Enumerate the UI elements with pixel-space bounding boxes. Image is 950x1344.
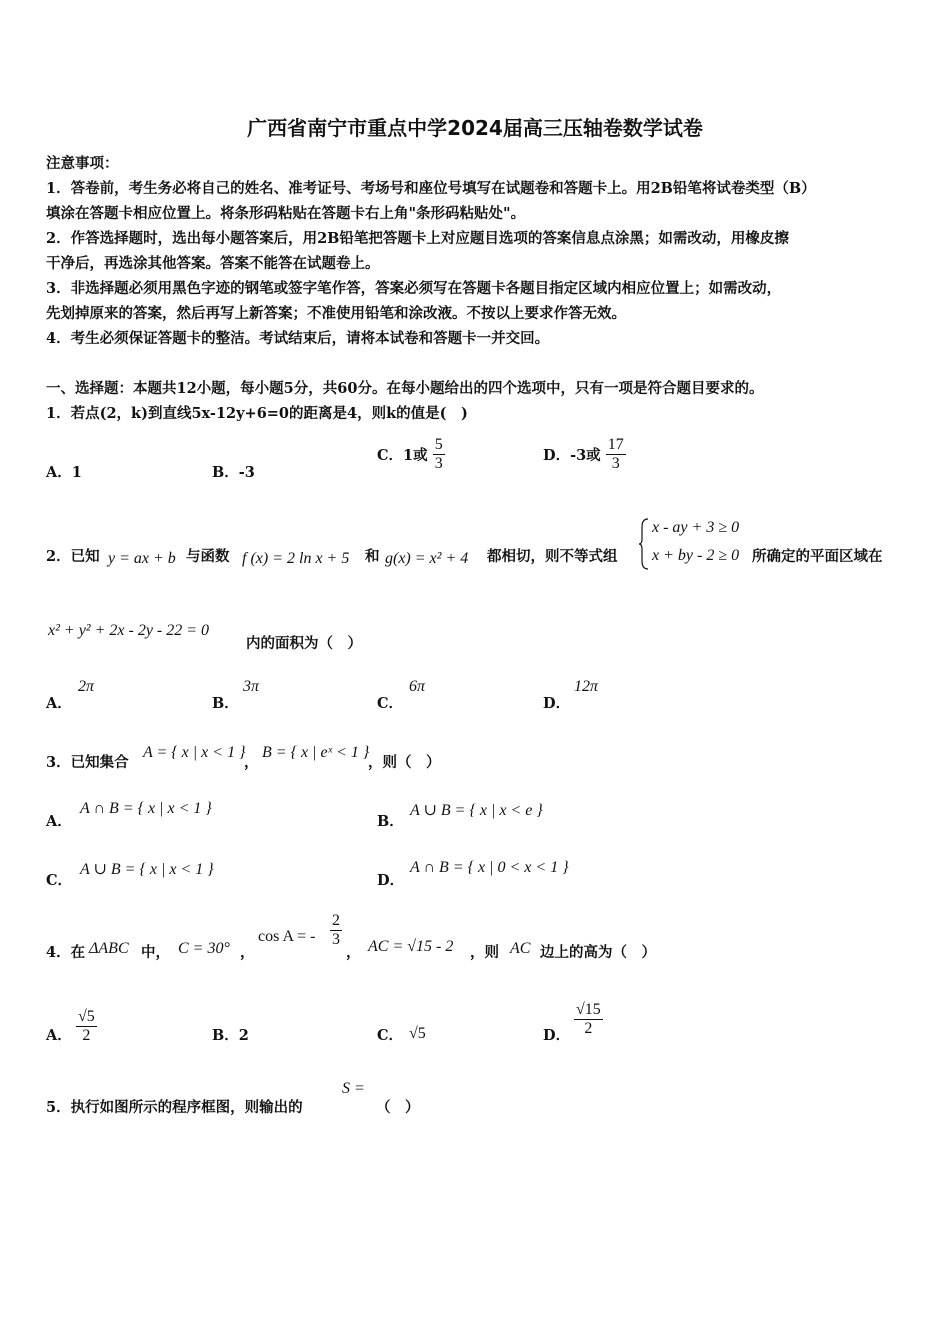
notice-heading: 注意事项： — [46, 155, 119, 172]
option-d: D． — [543, 695, 571, 712]
math-expression: f (x) = 2 ln x + 5 — [242, 550, 350, 567]
option-b-value: A ∪ B = { x | x < e } — [410, 802, 543, 819]
option-a: A． — [46, 695, 72, 712]
notice-line: 1．答卷前，考生务必将自己的姓名、准考证号、考场号和座位号填写在试题卷和答题卡上。用2B铅笔将试卷类型（B） — [46, 180, 816, 197]
inequality-line: x - ay + 3 ≥ 0 — [652, 519, 740, 536]
question-text: ， — [244, 754, 259, 771]
fraction — [433, 436, 445, 473]
option-b: B． — [212, 695, 239, 712]
exam-title: 广西省南宁市重点中学2024届高三压轴卷数学试卷 — [247, 116, 703, 140]
question-text: 内的面积为（ ） — [246, 635, 362, 652]
math-expression: AC = √15 - 2 — [368, 938, 454, 955]
denominator: 3 — [434, 455, 443, 472]
option-d — [543, 436, 626, 473]
notice-line: 干净后，再选涂其他答案。答案不能答在试题卷上。 — [46, 255, 380, 272]
question-text: 与函数 — [186, 548, 230, 565]
numerator: 2 — [332, 912, 340, 929]
notice-line: 4．考生必须保证答题卡的整洁。考试结束后，请将本试卷和答题卡一并交回。 — [46, 330, 550, 347]
option-d: D． — [543, 1027, 571, 1044]
fraction — [330, 912, 342, 949]
math-expression: S = — [342, 1080, 365, 1097]
section-heading: 一、选择题：本题共12小题，每小题5分，共60分。在每小题给出的四个选项中，只有一项是符合题目要求的。 — [46, 380, 764, 397]
question-text: ，则（ ） — [368, 754, 441, 771]
math-expression: ΔABC — [89, 940, 129, 957]
notice-line: 填涂在答题卡相应位置上。将条形码粘贴在答题卡右上角"条形码粘贴处"。 — [46, 205, 526, 222]
math-expression: AC — [510, 940, 531, 957]
option-d: D． — [377, 872, 405, 889]
option-label: D．-3或 — [543, 447, 601, 464]
question-text: 所确定的平面区域在 — [752, 548, 883, 565]
inequality-line: x + by - 2 ≥ 0 — [652, 547, 740, 564]
math-expression: C = 30° — [178, 940, 230, 957]
option-a-value: A ∩ B = { x | x < 1 } — [80, 800, 212, 817]
option-d-value — [574, 1001, 603, 1038]
math-expression: A = { x | x < 1 } — [143, 744, 246, 761]
denominator: 2 — [82, 1027, 91, 1044]
question-text: 4．在 — [46, 944, 86, 961]
math-expression: cos A = - — [258, 928, 316, 945]
numerator: 17 — [607, 436, 624, 453]
denominator: 3 — [332, 931, 340, 948]
option-b: B． — [377, 813, 404, 830]
option-c: C． — [377, 695, 404, 712]
option-a-value — [76, 1008, 97, 1045]
option-c: C． — [46, 872, 73, 889]
option-c — [377, 436, 445, 473]
option-a: A． — [46, 813, 72, 830]
question-stem: 1．若点(2，k)到直线5x-12y+6=0的距离是4，则k的值是( ) — [46, 405, 468, 422]
question-text: 2．已知 — [46, 548, 100, 565]
question-text: （ ） — [376, 1099, 420, 1116]
numerator: √5 — [78, 1008, 95, 1025]
denominator: 3 — [611, 455, 620, 472]
notice-line: 先划掉原来的答案，然后再写上新答案；不准使用铅笔和涂改液。不按以上要求作答无效。 — [46, 305, 626, 322]
option-b: B．-3 — [212, 464, 255, 481]
question-text: ， — [346, 944, 361, 961]
option-a: A． — [46, 1027, 72, 1044]
numerator: 5 — [434, 436, 443, 453]
fraction — [606, 436, 626, 473]
option-c: C． — [377, 1027, 404, 1044]
question-text: ， — [240, 944, 255, 961]
math-expression: g(x) = x² + 4 — [385, 550, 469, 567]
notice-line: 3．非选择题必须用黑色字迹的钢笔或签字笔作答，答案必须写在答题卡各题目指定区域内相应位置上；如需改动， — [46, 280, 782, 297]
option-b: B．2 — [212, 1027, 249, 1044]
question-text: 5．执行如图所示的程序框图，则输出的 — [46, 1099, 303, 1116]
option-a-value: 2π — [78, 678, 95, 695]
left-brace-icon — [638, 517, 650, 571]
option-b-value: 3π — [243, 678, 260, 695]
option-c-value: √5 — [409, 1025, 426, 1042]
option-label: C．1或 — [377, 447, 428, 464]
option-d-value: A ∩ B = { x | 0 < x < 1 } — [410, 859, 569, 876]
question-text: 中， — [141, 944, 170, 961]
numerator: √15 — [576, 1001, 601, 1018]
option-d-value: 12π — [574, 678, 599, 695]
question-text: 3．已知集合 — [46, 754, 129, 771]
option-c-value: A ∪ B = { x | x < 1 } — [80, 861, 214, 878]
math-expression: x² + y² + 2x - 2y - 22 = 0 — [48, 622, 210, 639]
notice-line: 2．作答选择题时，选出每小题答案后，用2B铅笔把答题卡上对应题目选项的答案信息点涂黑；如需改动，用橡皮擦 — [46, 230, 789, 247]
option-c-value: 6π — [409, 678, 426, 695]
denominator: 2 — [584, 1020, 593, 1037]
math-expression: B = { x | eˣ < 1 } — [262, 744, 370, 761]
math-expression: y = ax + b — [108, 550, 176, 567]
question-text: 边上的高为（ ） — [540, 944, 656, 961]
question-text: 和 — [365, 548, 380, 565]
question-text: 都相切，则不等式组 — [487, 548, 618, 565]
option-a: A．1 — [46, 464, 82, 481]
question-text: ，则 — [470, 944, 499, 961]
